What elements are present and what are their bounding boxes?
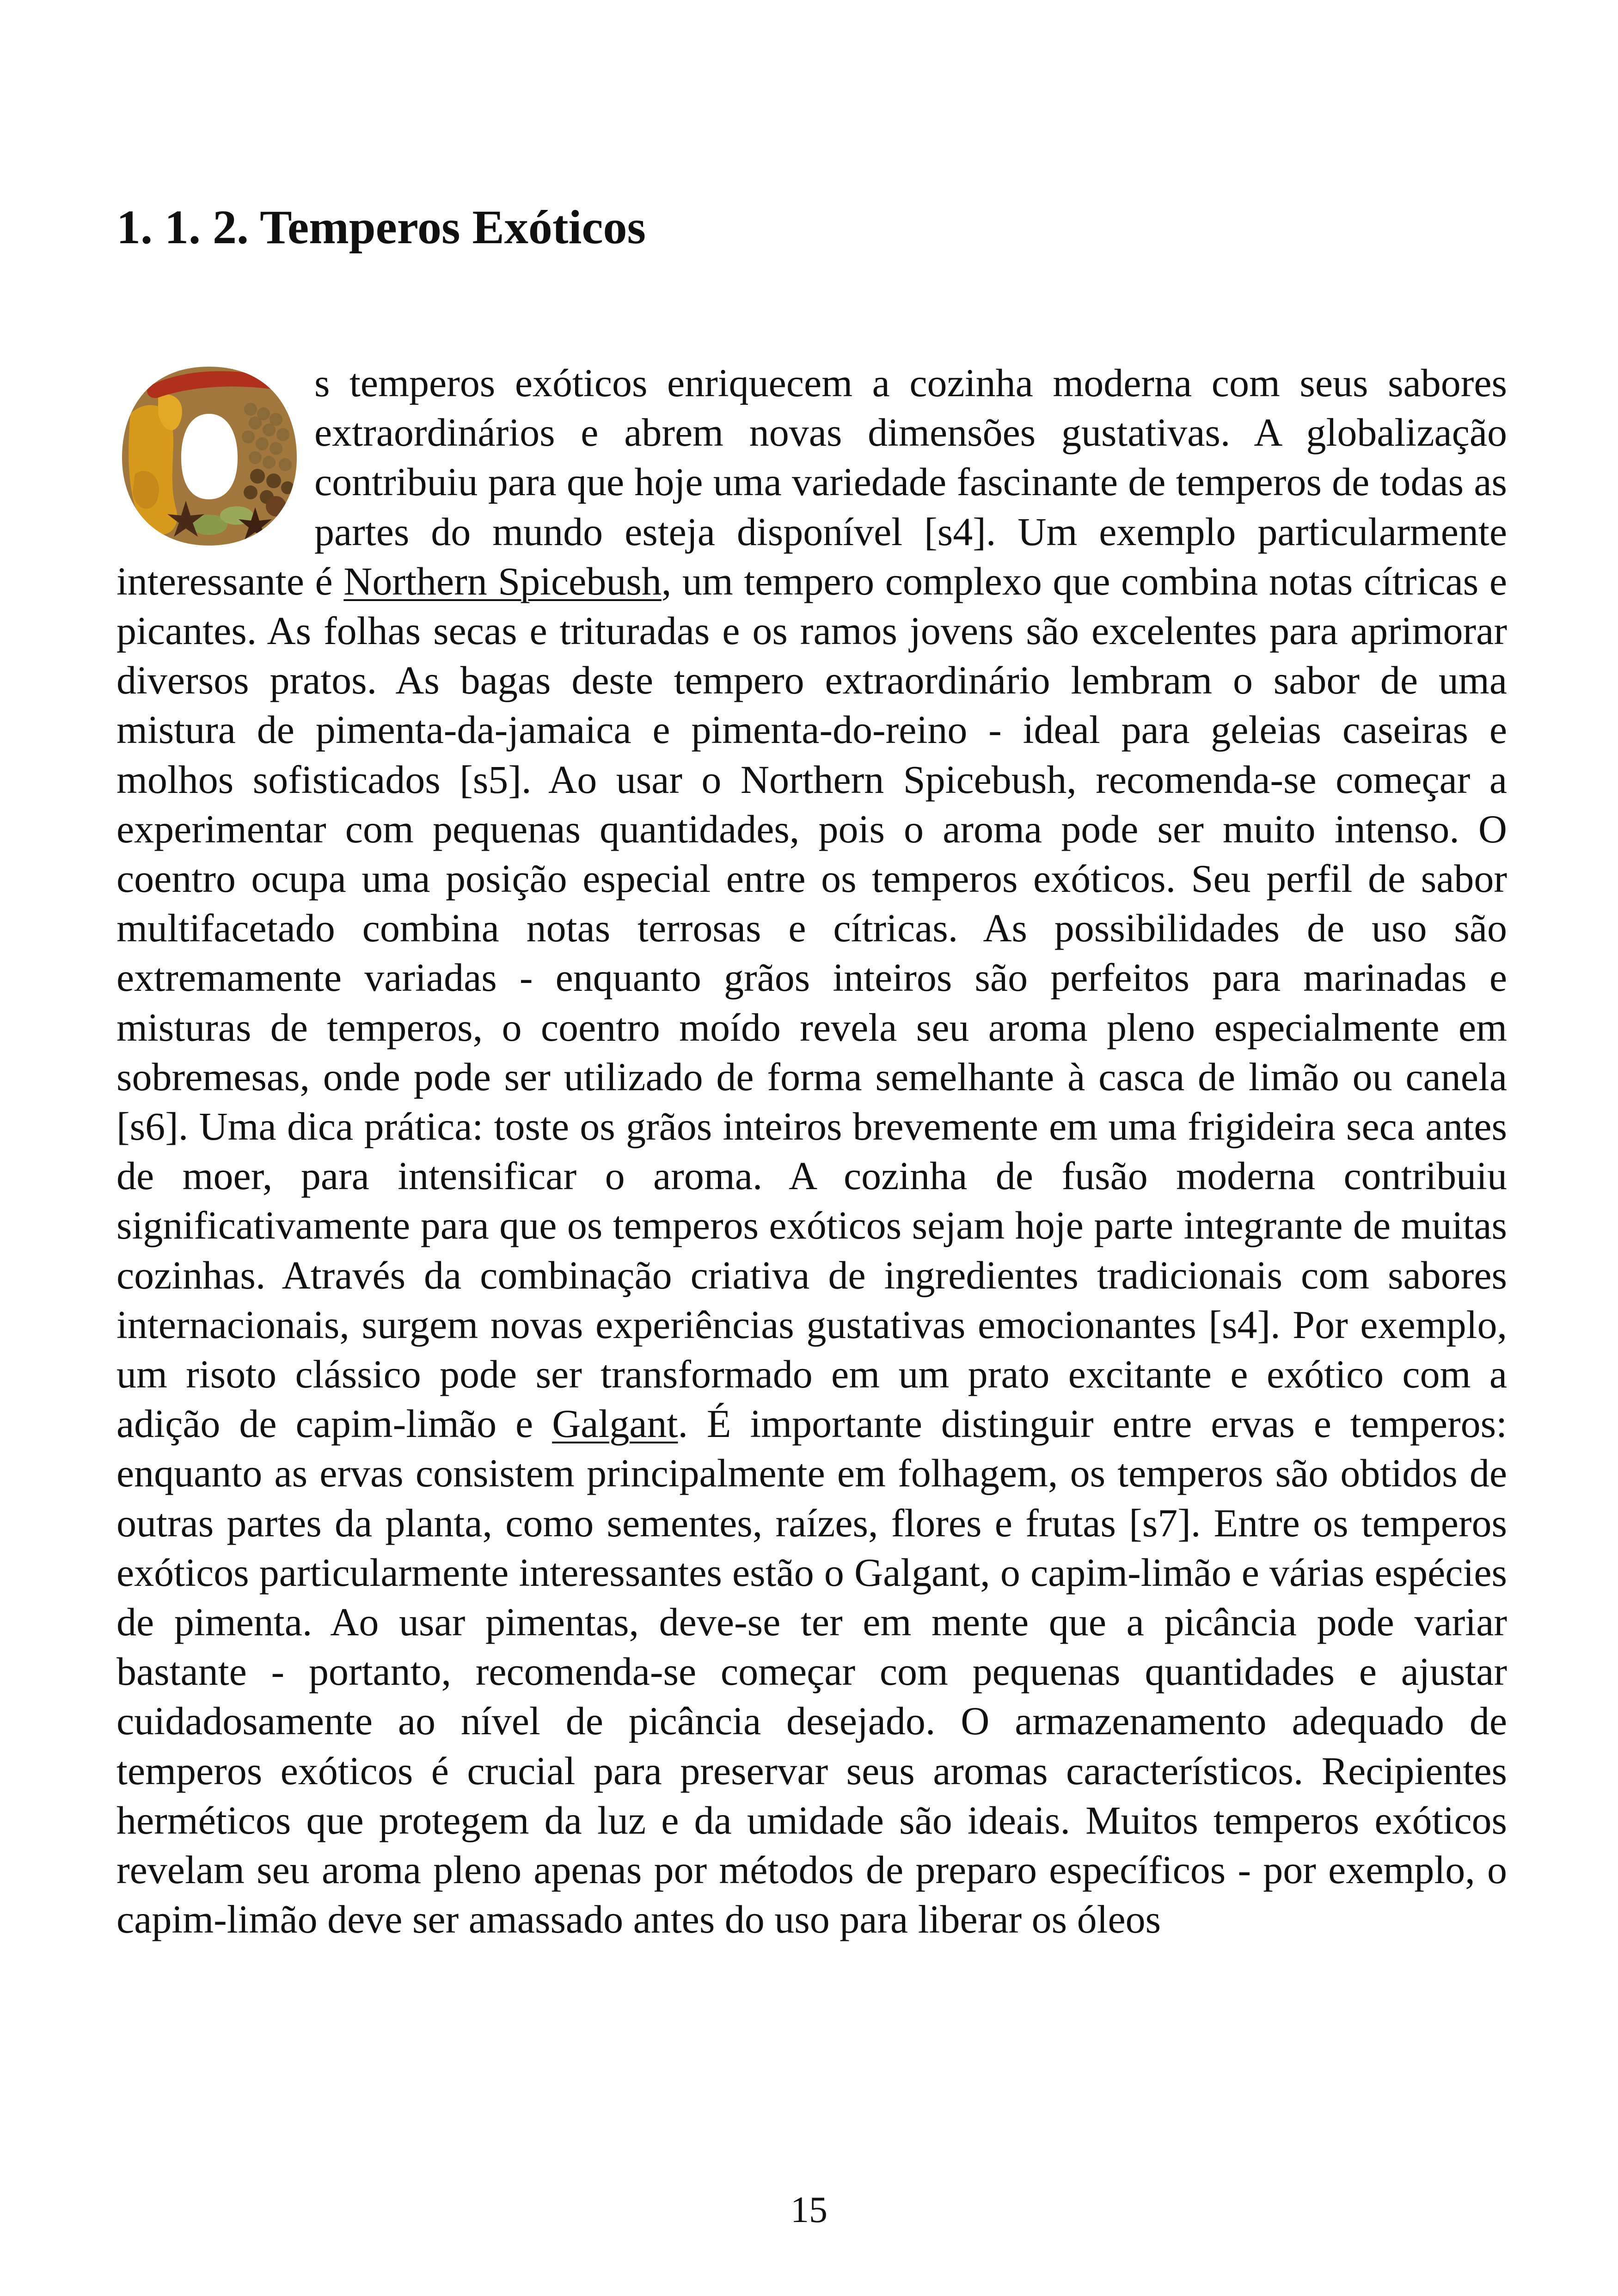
spice-letter-o-illustration <box>116 358 301 550</box>
section-heading: 1. 1. 2. Temperos Exóticos <box>116 201 646 254</box>
paragraph-text-part-2: , um tempero complexo que combina notas cítricas e picantes. As folhas secas e trituradas e os ramos jovens são excelentes para aprimorar diversos pratos. As bagas deste tempero extraordinário lembram o sabor de uma mistura de pimenta-da-jamaica e pimenta-do-reino - ideal para geleias caseiras e molhos sofisticados [s5]. Ao usar o Northern Spicebush, recomenda-se começar a experimentar com pequenas quantidades, pois o aroma pode ser muito intenso. O coentro ocupa uma posição especial entre os temperos exóticos. Seu perfil de sabor multifacetado combina notas terrosas e cítricas. As possibilidades de uso são extremamente variadas - enquanto grãos inteiros são perfeitos para marinadas e misturas de temperos, o coentro moído revela seu aroma pleno especialmente em sobremesas, onde pode ser utilizado de forma semelhante à casca de limão ou canela [s6]. Uma dica prática: toste os grãos inteiros brevemente em uma frigideira seca antes de moer, para intensificar o aroma. A cozinha de fusão moderna contribuiu significativamente para que os temperos exóticos sejam hoje parte integrante de muitas cozinhas. Através da combinação criativa de ingredientes tradicionais com sabores internacionais, surgem novas experiências gustativas emocionantes [s4]. Por exemplo, um risoto clássico pode ser transformado em um prato excitante e exótico com a adição de capim-limão e <box>116 559 1508 1446</box>
spice-dropcap-image <box>116 358 301 550</box>
page-number: 15 <box>791 2190 827 2230</box>
paragraph-text-part-1: s temperos exóticos enriquecem a cozinha moderna com seus sabores extraordinários e abrem novas dimensões gustativas. A globalização contribuiu para que hoje uma variedade fascinante de temperos de todas as partes do mundo esteja disponível [s4]. Um exemplo particularmente interessante é <box>116 361 1507 603</box>
galgant-link[interactable]: Galgant <box>552 1401 678 1446</box>
paragraph-text-part-3: . É importante distinguir entre ervas e temperos: enquanto as ervas consistem principalmente em folhagem, os temperos são obtidos de outras partes da planta, como sementes, raízes, flores e frutas [s7]. Entre os temperos exóticos particularmente interessantes estão o Galgant, o capim-limão e várias espécies de pimenta. Ao usar pimentas, deve-se ter em mente que a picância pode variar bastante - portanto, recomenda-se começar com pequenas quantidades e ajustar cuidadosamente ao nível de picância desejado. O armazenamento adequado de temperos exóticos é crucial para preservar seus aromas característicos. Recipientes herméticos que protegem da luz e da umidade são ideais. Muitos temperos exóticos revelam seu aroma pleno apenas por métodos de preparo específicos - por exemplo, o capim-limão deve ser amassado antes do uso para liberar os óleos <box>116 1401 1507 1942</box>
northern-spicebush-link[interactable]: Northern Spicebush <box>343 559 662 603</box>
body-paragraph <box>116 358 1507 1945</box>
